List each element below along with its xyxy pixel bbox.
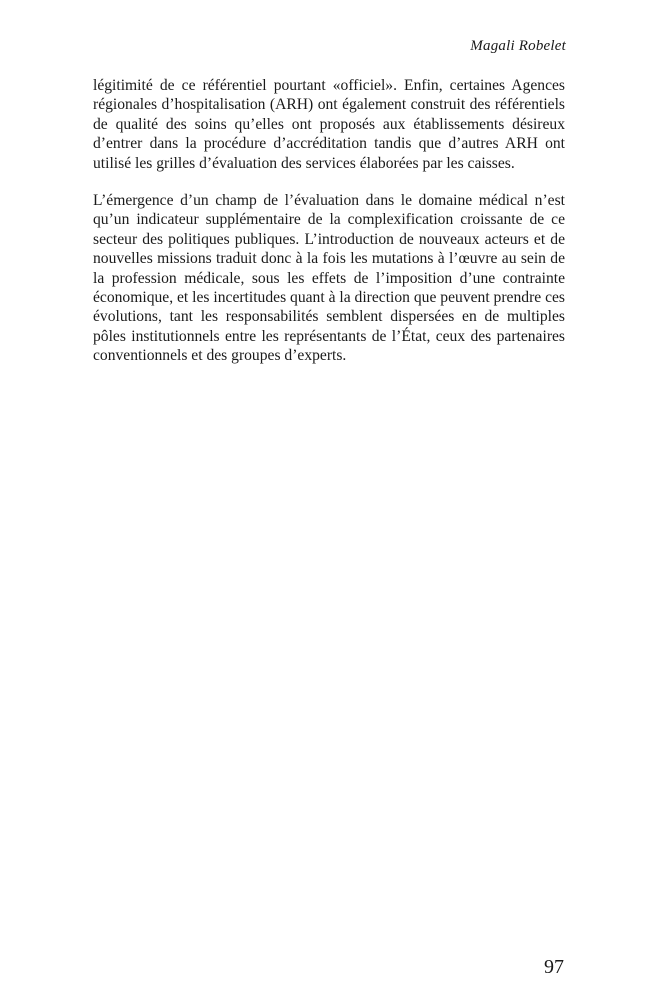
paragraph: L’émergence d’un champ de l’évaluation dans le domaine médical n’est qu’un indicateur supplémentaire de la complexification croissante de ce secteur des politiques publiques. L’introduction de nouveaux acteurs et de nouvelles missions traduit donc à la fois les mutations à l’œuvre au sein de la profession médicale, sous les effets de l’imposition d’une contrainte économique, et les incertitudes quant à la direction que peuvent prendre ces évolutions, tant les responsabilités semblent dispersées en de multiples pôles institutionnels entre les représentants de l’État, ceux des partenaires conventionnels et des groupes d’experts. [93, 192, 565, 365]
body-text [93, 76, 565, 366]
paragraph: légitimité de ce référentiel pourtant «officiel». Enfin, certaines Agences régionales d’hospitalisation (ARH) ont également construit des référentiels de qualité des soins qu’elles ont proposés aux établissements désireux d’entrer dans la procédure d’accréditation tandis que d’autres ARH ont utilisé les grilles d’évaluation des services élaborées par les caisses. [93, 77, 565, 172]
page-number: 97 [544, 956, 564, 978]
running-head-author: Magali Robelet [470, 38, 566, 54]
